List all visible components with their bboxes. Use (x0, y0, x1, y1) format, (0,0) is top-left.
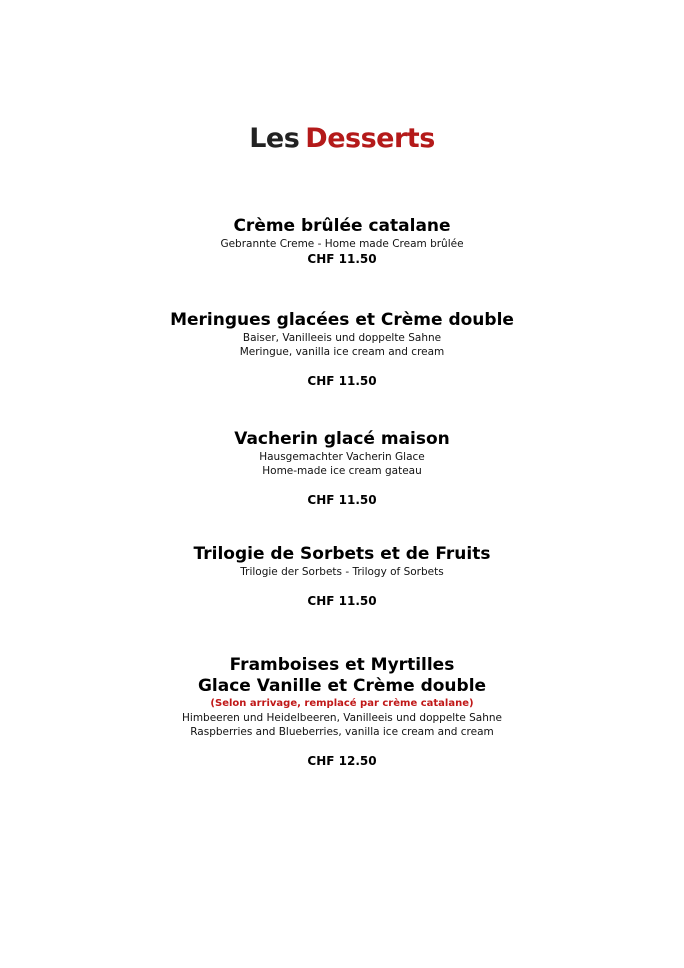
item-note: (Selon arrivage, remplacé par crème catalane) (210, 698, 474, 709)
item-description: Trilogie der Sorbets - Trilogy of Sorbets (240, 566, 444, 578)
item-price: CHF 11.50 (307, 252, 377, 266)
item-name: Framboises et Myrtilles (229, 655, 455, 675)
item-name-secondary: Glace Vanille et Crème double (197, 676, 487, 696)
item-description: Meringue, vanilla ice cream and cream (239, 346, 445, 358)
item-description: Himbeeren und Heidelbeeren, Vanilleeis und doppelte Sahne (182, 712, 502, 724)
item-name: Vacherin glacé maison (234, 429, 450, 449)
menu-item-trilogie (0, 544, 684, 609)
item-name: Crème brûlée catalane (233, 216, 451, 236)
menu-item-framboises (0, 655, 684, 769)
item-name: Meringues glacées et Crème double (170, 310, 514, 330)
page-title (0, 122, 684, 156)
item-price: CHF 12.50 (307, 754, 377, 768)
item-description: Hausgemachter Vacherin Glace (259, 451, 425, 463)
item-description: Home-made ice cream gateau (262, 465, 422, 477)
title-desserts: Desserts (305, 123, 435, 154)
item-name: Trilogie de Sorbets et de Fruits (193, 544, 491, 564)
item-price: CHF 11.50 (307, 374, 377, 388)
menu-item-creme-brulee (0, 216, 684, 267)
menu-item-vacherin (0, 429, 684, 508)
item-description: Raspberries and Blueberries, vanilla ice cream and cream (190, 726, 494, 738)
title-les: Les (249, 123, 300, 154)
menu-item-meringues (0, 310, 684, 389)
item-price: CHF 11.50 (307, 493, 377, 507)
item-description: Gebrannte Creme - Home made Cream brûlée (220, 238, 464, 250)
item-price: CHF 11.50 (307, 594, 377, 608)
item-description: Baiser, Vanilleeis und doppelte Sahne (242, 332, 442, 344)
